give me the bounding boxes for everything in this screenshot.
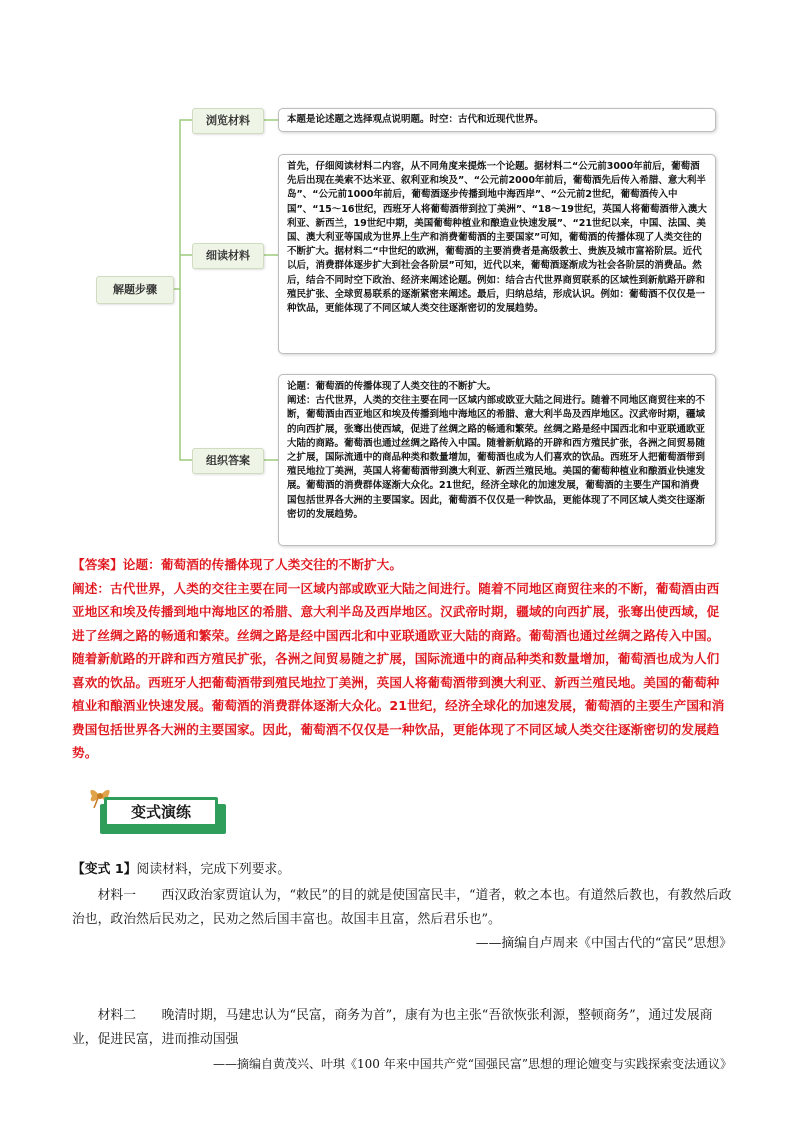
variant-tag: 【变式 1】 [72,862,137,877]
read-text: 首先，仔细阅读材料二内容，从不同角度来提炼一个论题。据材料二“公元前3000年前后，葡萄酒先后出现在美索不达米亚、叙利亚和埃及”、“公元前2000年前后，葡萄酒先后传入希腊、意大利半岛”、“公元前1000年前后，葡萄酒逐步传播到地中海西岸”、“公元前2世纪，葡萄酒传入中国”、“15～16世纪，西班牙人将葡萄酒带到拉丁美洲”、“18～19世纪，英国人将葡萄酒带入澳大利亚、新西兰，19世纪中期，美国葡萄种植业和酿造业快速发展”、“21世纪以来，中国、法国、美国、澳大利亚等国成为世界上生产和消费葡萄酒的主要国家”可知，葡萄酒的传播体现了人类交往的不断扩大。据材料二“中世纪的欧洲，葡萄酒的主要消费者是高级教士、贵族及城市富裕阶层。近代以后，消费群体逐步扩大到社会各阶层”可知，近代以来，葡萄酒逐渐成为社会各阶层的消费品。然后，结合不同时空下政治、经济来阐述论题。例如：结合古代世界商贸联系的区域性到新航路开辟和殖民扩张、全球贸易联系的逐渐紧密来阐述。最后，归纳总结，形成认识。例如：葡萄酒不仅仅是一种饮品，更能体现了不同区域人类交往逐渐密切的发展趋势。 [287,161,707,315]
answer-thesis: 论题：葡萄酒的传播体现了人类交往的不断扩大。 [122,557,403,572]
branch-answer-label: 组织答案 [192,448,264,474]
variant-instruction-text: 阅读材料，完成下列要求。 [136,862,291,877]
mindmap-root: 解题步骤 [96,276,174,304]
browse-text: 本题是论述题之选择观点说明题。时空：古代和近现代世界。 [287,114,544,125]
material-two-source: ——摘编自黄茂兴、叶琪《100 年来中国共产党“国强民富”思想的理论嬗变与实践探索变法通议》 [213,1057,732,1071]
material-one-label: 材料一 [97,888,136,903]
answer-thesis-line [72,553,732,577]
branch-browse-label: 浏览材料 [192,108,264,134]
material-two [72,1004,732,1076]
branch-browse-content [278,108,716,132]
branch-read-label: 细读材料 [192,243,264,269]
answer-box-thesis: 论题：葡萄酒的传播体现了人类交往的不断扩大。 [287,381,497,392]
material-one-source: ——摘编自卢周来《中国古代的“富民”思想》 [475,936,732,951]
answer-tag: 【答案】 [72,557,123,572]
branch-answer-content [278,374,716,546]
material-one-text: 西汉政治家贾谊认为，“敕民”的目的就是使国富民丰，“道者，敕之本也。有道然后教也，有教然后政治也，政治然后民劝之，民劝之然后国丰富也。故国丰且富，然后君乐也”。 [72,888,732,927]
answer-block [72,553,732,765]
variant-instruction [72,858,732,882]
answer-elaboration: 阐述：古代世界，人类的交往主要在同一区域内部或欧亚大陆之间进行。随着不同地区商贸往来的不断，葡萄酒由西亚地区和埃及传播到地中海地区的希腊、意大利半岛及西岸地区。汉武帝时期，疆域的向西扩展，张骞出使西域，促进了丝绸之路的畅通和繁荣。丝绸之路是经中国西北和中亚联通欧亚大陆的商路。葡萄酒也通过丝绸之路传入中国。随着新航路的开辟和西方殖民扩张，各洲之间贸易随之扩展，国际流通中的商品种类和数量增加，葡萄酒也成为人们喜欢的饮品。西班牙人把葡萄酒带到殖民地拉丁美洲，英国人将葡萄酒带到澳大利亚、新西兰殖民地。美国的葡萄种植业和酿酒业快速发展。葡萄酒的消费群体逐渐大众化。21世纪，经济全球化的加速发展，葡萄酒的主要生产国和消费国包括世界各大洲的主要国家。因此，葡萄酒不仅仅是一种饮品，更能体现了不同区域人类交往逐渐密切的发展趋势。 [72,580,725,760]
material-two-text: 晚清时期，马建忠认为“民富，商务为首”，康有为也主张“吾欲恢张利源，整顿商务”，通过发展商业，促进民富，进而推动国强 [72,1008,713,1047]
answer-box-elaboration: 阐述：古代世界，人类的交往主要在同一区域内部或欧亚大陆之间进行。随着不同地区商贸往来的不断，葡萄酒由西亚地区和埃及传播到地中海地区的希腊、意大利半岛及西岸地区。汉武帝时期，疆域的向西扩展，张骞出使西域，促进了丝绸之路的畅通和繁荣。丝绸之路是经中国西北和中亚联通欧亚大陆的商路。葡萄酒也通过丝绸之路传入中国。随着新航路的开辟和西方殖民扩张，各洲之间贸易随之扩展，国际流通中的商品种类和数量增加，葡萄酒也成为人们喜欢的饮品。西班牙人把葡萄酒带到殖民地拉丁美洲，英国人将葡萄酒带到澳大利亚、新西兰殖民地。美国的葡萄种植业和酿酒业快速发展。葡萄酒的消费群体逐渐大众化。21世纪，经济全球化的加速发展，葡萄酒的主要生产国和消费国包括世界各大洲的主要国家。因此，葡萄酒不仅仅是一种饮品，更能体现了不同区域人类交往逐渐密切的发展趋势。 [287,395,706,520]
section-banner: 变式演练 [104,797,218,827]
material-one [72,884,732,956]
branch-read-content [278,154,716,354]
material-two-label: 材料二 [97,1008,136,1023]
